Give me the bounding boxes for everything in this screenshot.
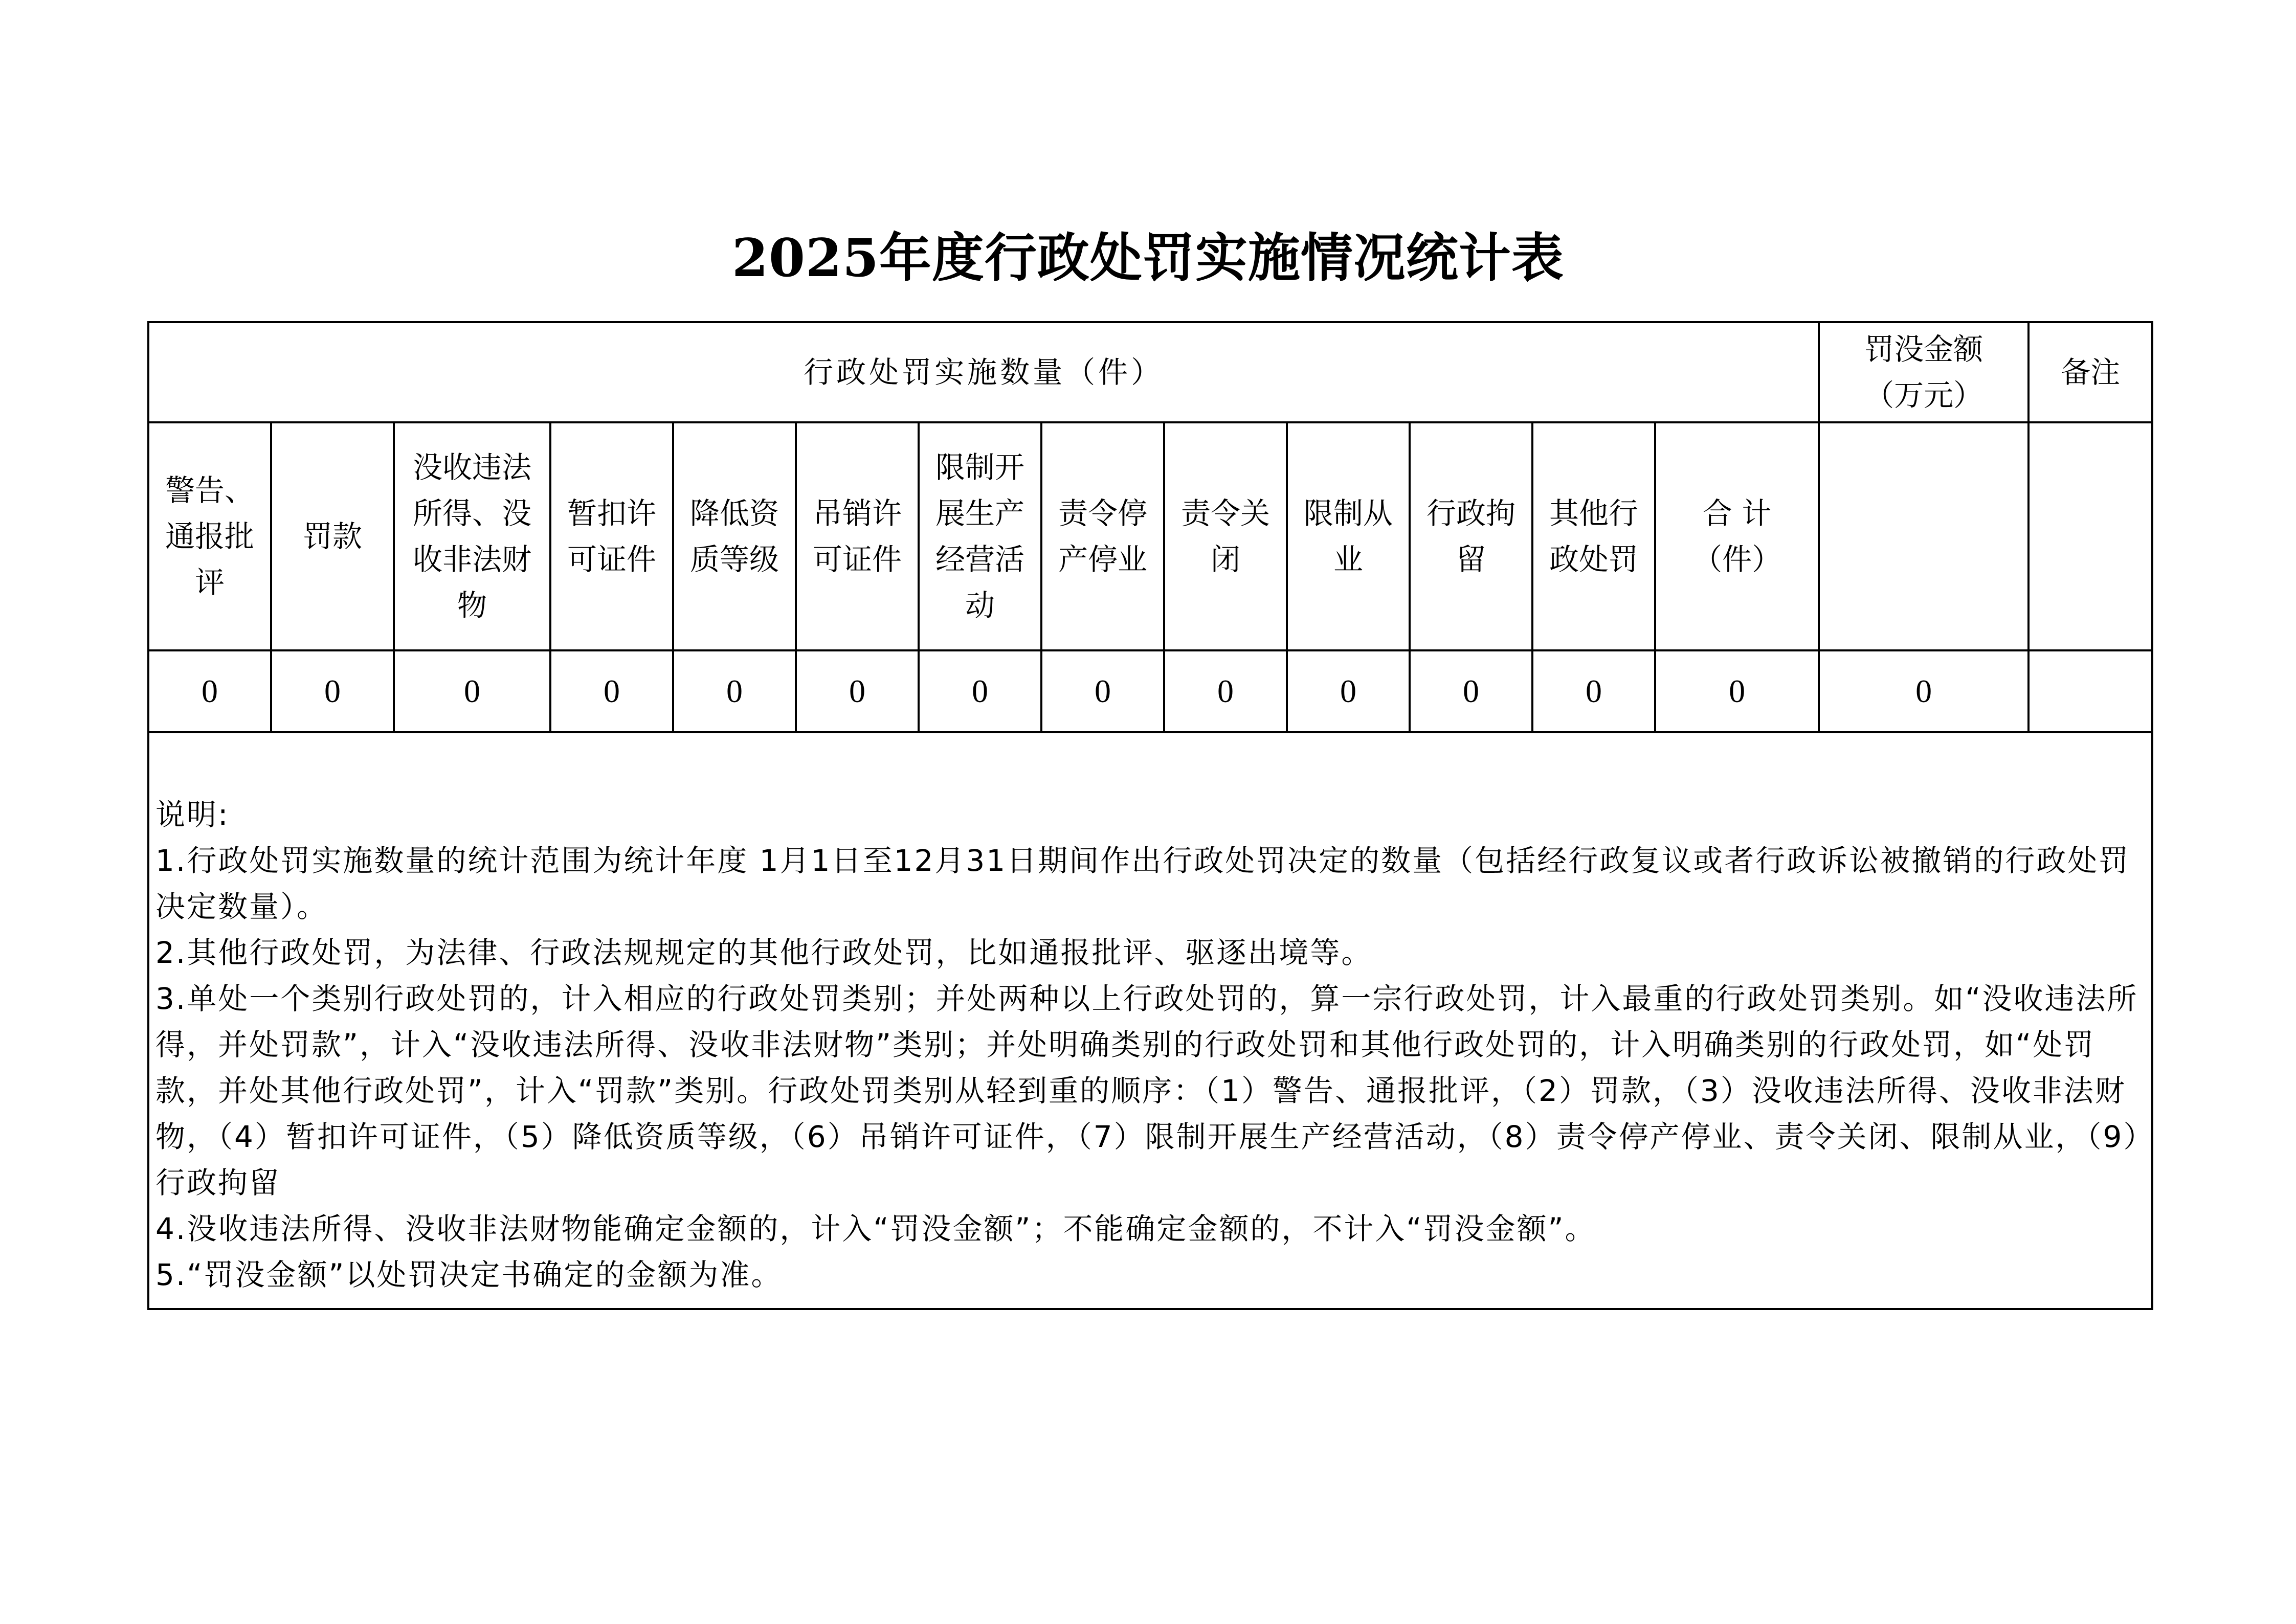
remark-value-cell <box>2028 650 2152 732</box>
value-cell: 0 <box>919 650 1041 732</box>
column-header-label: 其他行政处罚 <box>1549 496 1638 577</box>
value-cell: 0 <box>394 650 550 732</box>
note-item: 2.其他行政处罚，为法律、行政法规规定的其他行政处罚，比如通报批评、驱逐出境等。 <box>155 935 1373 970</box>
column-header-label: 吊销许可证件 <box>812 496 902 577</box>
column-header-label: 罚款 <box>302 519 362 554</box>
header-count-group-label: 行政处罚实施数量（件） <box>804 355 1164 390</box>
column-header-total <box>1655 422 1819 650</box>
column-header <box>1532 422 1655 650</box>
value-cell: 0 <box>673 650 796 732</box>
column-header <box>394 422 550 650</box>
column-header-label: 没收违法所得、没收非法财物 <box>412 450 531 623</box>
column-header-label: 降低资质等级 <box>689 496 779 577</box>
column-header <box>271 422 394 650</box>
column-header-label: 责令停产停业 <box>1058 496 1147 577</box>
statistics-table <box>147 321 2153 1310</box>
total-value-cell: 0 <box>1655 650 1819 732</box>
header-remark-label: 备注 <box>2061 355 2121 390</box>
header-amount-label: 罚没金额（万元） <box>1864 332 1983 413</box>
column-header-label: 责令关闭 <box>1180 496 1270 577</box>
value-cell: 0 <box>1287 650 1410 732</box>
value-cell: 0 <box>1164 650 1287 732</box>
notes-heading: 说明: <box>155 797 230 832</box>
column-header-label: 行政拘留 <box>1426 496 1515 577</box>
column-header <box>1410 422 1532 650</box>
amount-value-cell: 0 <box>1819 650 2028 732</box>
column-header <box>1164 422 1287 650</box>
data-row <box>148 650 2152 732</box>
header-remark <box>2028 322 2152 422</box>
column-header <box>673 422 796 650</box>
column-header <box>1041 422 1164 650</box>
notes-row <box>148 732 2152 1309</box>
note-item: 1.行政处罚实施数量的统计范围为统计年度 1月1日至12月31日期间作出行政处罚决定的数量（包括经行政复议或者行政诉讼被撤销的行政处罚决定数量）。 <box>155 843 2130 924</box>
header-row-group <box>148 322 2152 422</box>
column-header-label: 限制开展生产经营活动 <box>935 450 1024 623</box>
column-header <box>550 422 673 650</box>
column-header <box>919 422 1041 650</box>
header-count-group <box>148 322 1819 422</box>
empty-cell <box>1819 422 2028 650</box>
column-header <box>148 422 271 650</box>
note-item: 3.单处一个类别行政处罚的，计入相应的行政处罚类别；并处两种以上行政处罚的，算一宗行政处罚，计入最重的行政处罚类别。如“没收违法所得，并处罚款”，计入“没收违法所得、没收非法财物”类别；并处明确类别的行政处罚和其他行政处罚的，计入明确类别的行政处罚，如“处罚款，并处其他行政处罚”，计入“罚款”类别。行政处罚类别从轻到重的顺序：（1）警告、通报批评，（2）罚款，（3）没收违法所得、没收非法财物，（4）暂扣许可证件，（5）降低资质等级，（6）吊销许可证件，（7）限制开展生产经营活动，（8）责令停产停业、责令关闭、限制从业，（9）行政拘留 <box>155 981 2140 1200</box>
value-cell: 0 <box>1532 650 1655 732</box>
header-amount <box>1819 322 2028 422</box>
column-header-label: 限制从业 <box>1303 496 1393 577</box>
column-header-row <box>148 422 2152 650</box>
value-cell: 0 <box>148 650 271 732</box>
value-cell: 0 <box>1410 650 1532 732</box>
column-header-label: 警告、通报批评 <box>165 473 254 600</box>
value-cell: 0 <box>550 650 673 732</box>
note-item: 4.没收违法所得、没收非法财物能确定金额的，计入“罚没金额”；不能确定金额的，不计入“罚没金额”。 <box>155 1211 1596 1246</box>
empty-cell <box>2028 422 2152 650</box>
value-cell: 0 <box>271 650 394 732</box>
value-cell: 0 <box>796 650 919 732</box>
notes-cell <box>148 732 2152 1309</box>
page-title: 2025年度行政处罚实施情况统计表 <box>732 228 1564 289</box>
column-header-label: 合 计（件） <box>1692 496 1782 577</box>
column-header <box>1287 422 1410 650</box>
column-header-label: 暂扣许可证件 <box>567 496 656 577</box>
column-header <box>796 422 919 650</box>
note-item: 5.“罚没金额”以处罚决定书确定的金额为准。 <box>155 1257 783 1292</box>
value-cell: 0 <box>1041 650 1164 732</box>
